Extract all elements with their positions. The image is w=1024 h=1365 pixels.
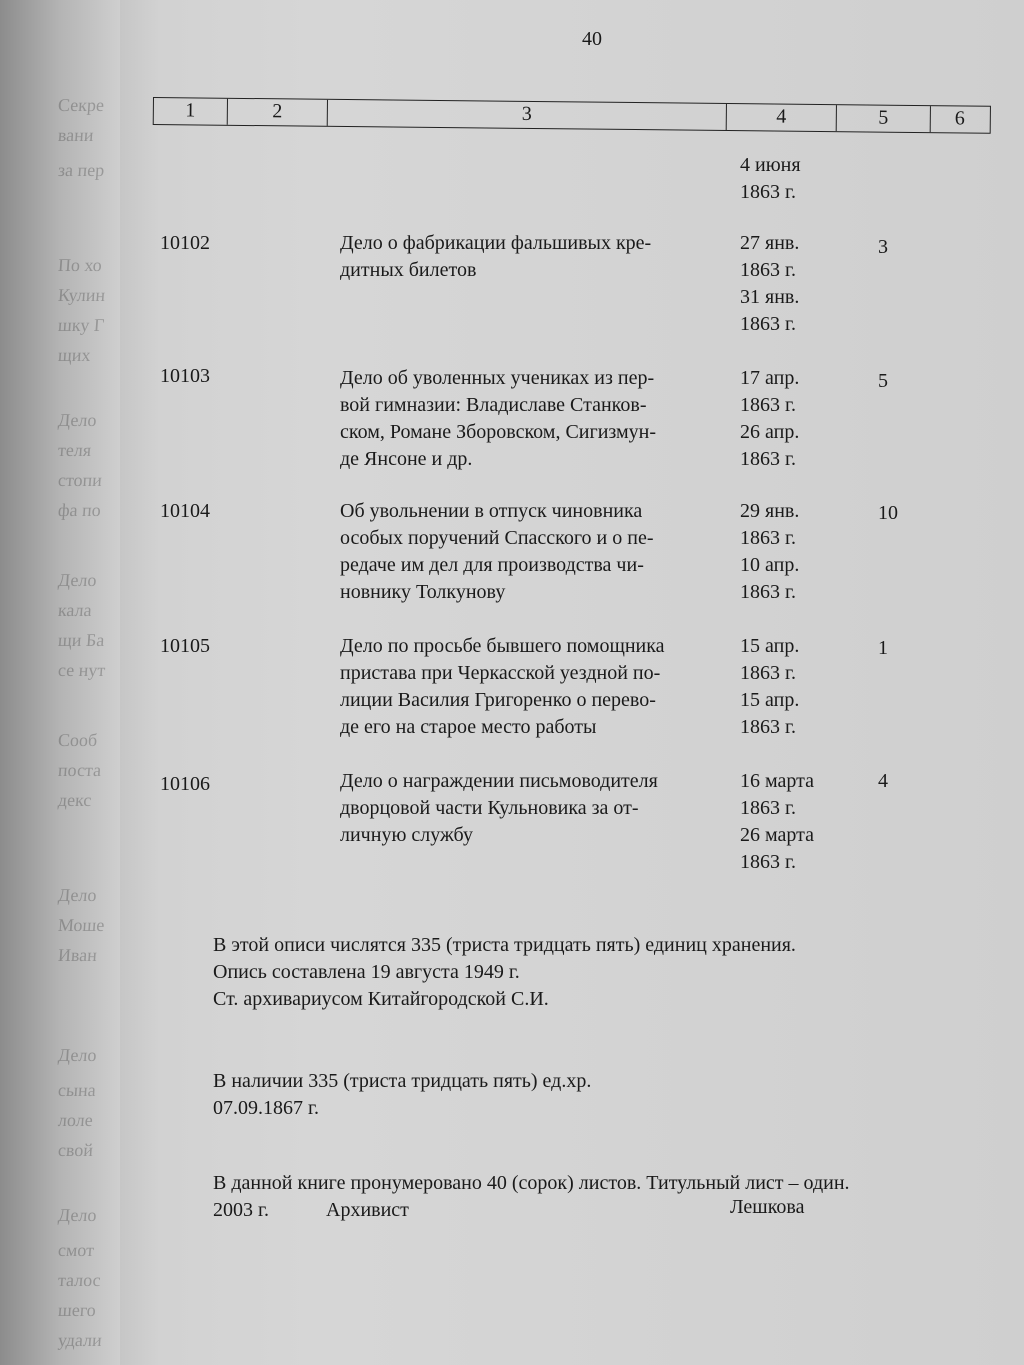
row-date-line: 1863 г. bbox=[740, 313, 796, 335]
col-header-3: 3 bbox=[328, 100, 727, 130]
continuation-date-2: 1863 г. bbox=[740, 181, 796, 203]
row-sheet-count: 5 bbox=[878, 370, 888, 392]
row-description-line: Дело об уволенных учениках из пер- bbox=[340, 367, 655, 389]
row-description-line: личную службу bbox=[340, 824, 473, 846]
footer-role: Архивист bbox=[326, 1199, 409, 1221]
row-date-line: 1863 г. bbox=[740, 851, 796, 873]
row-number: 10105 bbox=[160, 635, 210, 657]
row-description-line: редаче им дел для производства чи- bbox=[340, 554, 644, 576]
col-header-1: 1 bbox=[154, 98, 228, 125]
row-description-line: пристава при Черкасской уездной по- bbox=[340, 662, 661, 684]
row-date-line: 10 апр. bbox=[740, 554, 800, 576]
row-date-line: 15 апр. bbox=[740, 689, 800, 711]
row-description-line: дитных билетов bbox=[340, 259, 477, 281]
row-description-line: де его на старое место работы bbox=[340, 716, 597, 738]
row-sheet-count: 4 bbox=[878, 770, 888, 792]
footer-line-date: 07.09.1867 г. bbox=[213, 1097, 319, 1119]
row-description-line: Дело о награждении письмоводителя bbox=[340, 770, 658, 792]
row-sheet-count: 1 bbox=[878, 637, 888, 659]
row-date-line: 27 янв. bbox=[740, 232, 800, 254]
row-sheet-count: 3 bbox=[878, 236, 888, 258]
row-date-line: 1863 г. bbox=[740, 527, 796, 549]
row-description-line: лиции Василия Григоренко о перево- bbox=[340, 689, 656, 711]
row-date-line: 17 апр. bbox=[740, 367, 800, 389]
col-header-2: 2 bbox=[228, 99, 328, 126]
row-date-line: 26 марта bbox=[740, 824, 814, 846]
col-header-5: 5 bbox=[837, 105, 931, 132]
footer-line-compiled-date: Опись составлена 19 августа 1949 г. bbox=[213, 961, 520, 983]
row-number: 10104 bbox=[160, 500, 210, 522]
row-date-line: 29 янв. bbox=[740, 500, 800, 522]
footer-line-archivist: Ст. архивариусом Китайгородской С.И. bbox=[213, 988, 549, 1010]
continuation-date-1: 4 июня bbox=[740, 154, 801, 176]
row-date-line: 1863 г. bbox=[740, 797, 796, 819]
row-description-line: Дело по просьбе бывшего помощника bbox=[340, 635, 665, 657]
row-date-line: 1863 г. bbox=[740, 581, 796, 603]
row-description-line: особых поручений Спасского и о пе- bbox=[340, 527, 654, 549]
row-sheet-count: 10 bbox=[878, 502, 898, 524]
row-number: 10106 bbox=[160, 773, 210, 795]
row-description-line: Об увольнении в отпуск чиновника bbox=[340, 500, 643, 522]
row-date-line: 15 апр. bbox=[740, 635, 800, 657]
footer-year: 2003 г. bbox=[213, 1199, 269, 1221]
row-date-line: 1863 г. bbox=[740, 448, 796, 470]
footer-signatory-name: Лешкова bbox=[730, 1196, 805, 1218]
facing-page-bleed: Секре вани за пер По хо Кулин шку Г щих Дело теля стопи фа по Дело кала щи Ба се нут Сооб поста декс Дело Моше Иван Дело сына лоле свой Дело смот талос шего удали bbox=[57, 95, 106, 1350]
row-description-line: дворцовой части Кульновика за от- bbox=[340, 797, 639, 819]
page-number: 40 bbox=[582, 28, 602, 50]
col-header-4: 4 bbox=[727, 104, 837, 131]
row-date-line: 26 апр. bbox=[740, 421, 800, 443]
row-date-line: 1863 г. bbox=[740, 662, 796, 684]
row-date-line: 16 марта bbox=[740, 770, 814, 792]
footer-line-available: В наличии 335 (триста тридцать пять) ед.хр. bbox=[213, 1070, 592, 1092]
row-description-line: ском, Романе Зборовском, Сигизмун- bbox=[340, 421, 657, 443]
col-header-6: 6 bbox=[954, 107, 965, 130]
row-date-line: 1863 г. bbox=[740, 716, 796, 738]
row-description-line: новнику Толкунову bbox=[340, 581, 506, 603]
row-description-line: вой гимназии: Владиславе Станков- bbox=[340, 394, 647, 416]
row-number: 10102 bbox=[160, 232, 210, 254]
row-description-line: де Янсоне и др. bbox=[340, 448, 473, 470]
row-date-line: 1863 г. bbox=[740, 259, 796, 281]
row-date-line: 1863 г. bbox=[740, 394, 796, 416]
footer-line-total-units: В этой описи числятся 335 (триста тридцать пять) единиц хранения. bbox=[213, 934, 796, 956]
footer-line-numbered-sheets: В данной книге пронумеровано 40 (сорок) листов. Титульный лист – один. bbox=[213, 1172, 850, 1194]
row-date-line: 31 янв. bbox=[740, 286, 800, 308]
row-description-line: Дело о фабрикации фальшивых кре- bbox=[340, 232, 652, 254]
row-number: 10103 bbox=[160, 365, 210, 387]
